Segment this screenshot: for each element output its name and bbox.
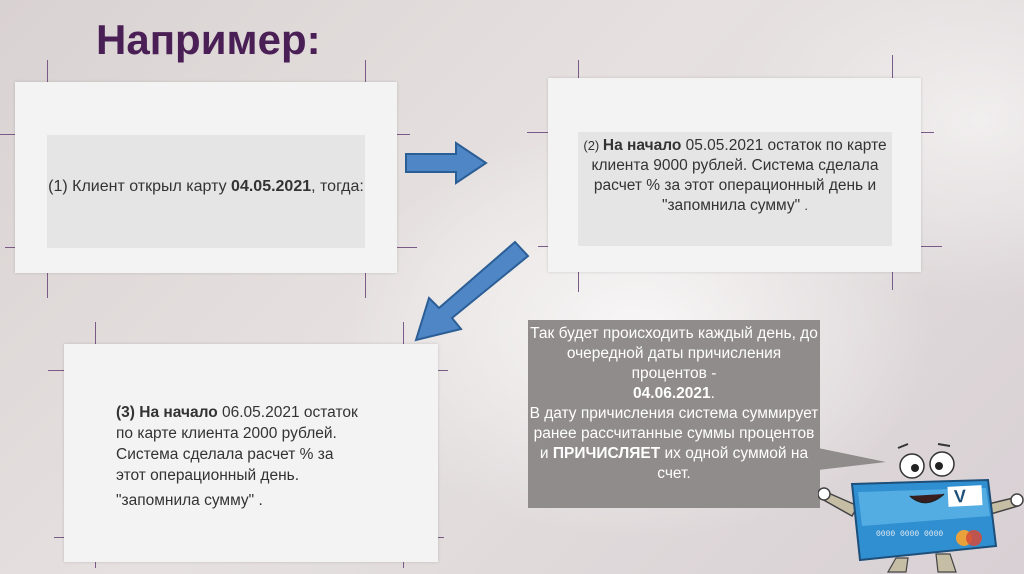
page-title: Например: — [96, 16, 321, 63]
step2-body: 05.05.2021 остаток по карте клиента 9000 рублей. Система сделала расчет % за этот операционный день и "запомнила сумму" — [591, 137, 887, 214]
credit-card-mascot-icon — [818, 436, 1024, 574]
arrow-right-icon — [404, 140, 488, 186]
step2-text — [578, 136, 892, 216]
svg-text:V: V — [953, 485, 967, 507]
callout-p1: Так будет происходить каждый день, до очередной даты причисления процентов - — [530, 325, 818, 382]
step3-line2: по карте клиента 2000 рублей. — [116, 425, 337, 442]
callout-date: 04.06.2021 — [633, 385, 711, 402]
step1-text — [47, 177, 365, 197]
callout-p2: В дату причисления система суммирует ранее рассчитанные суммы процентов — [529, 405, 819, 442]
step2-number: (2) — [583, 138, 603, 153]
step1-text-pre: (1) Клиент открыл карту — [48, 178, 232, 195]
step3-line3: Система сделала расчет % за — [116, 446, 334, 463]
step2-card — [548, 78, 921, 272]
callout-p3-bold: ПРИЧИСЛЯЕТ — [552, 445, 661, 462]
svg-text:0000 0000 0000: 0000 0000 0000 — [876, 530, 944, 539]
step2-tail: . — [804, 198, 809, 213]
step1-card — [15, 82, 397, 273]
step3-card — [64, 344, 438, 562]
step3-text — [116, 402, 406, 511]
arrow-down-left-icon — [412, 238, 530, 344]
callout-box — [528, 320, 820, 508]
callout-p3-post: их одной суммой на счет. — [657, 445, 809, 482]
step2-bold: На начало — [602, 137, 682, 154]
step3-line5: "запомнила сумму" . — [116, 492, 263, 509]
callout-p1-end: . — [710, 385, 715, 402]
step3-bold: (3) На начало — [116, 404, 218, 421]
callout-p3-pre: и — [539, 445, 553, 462]
step3-line4: этот операционный день. — [116, 467, 300, 484]
step1-date: 04.05.2021 — [231, 178, 312, 195]
step1-text-post: , тогда: — [311, 178, 364, 195]
step3-line1: 06.05.2021 остаток — [217, 404, 358, 421]
